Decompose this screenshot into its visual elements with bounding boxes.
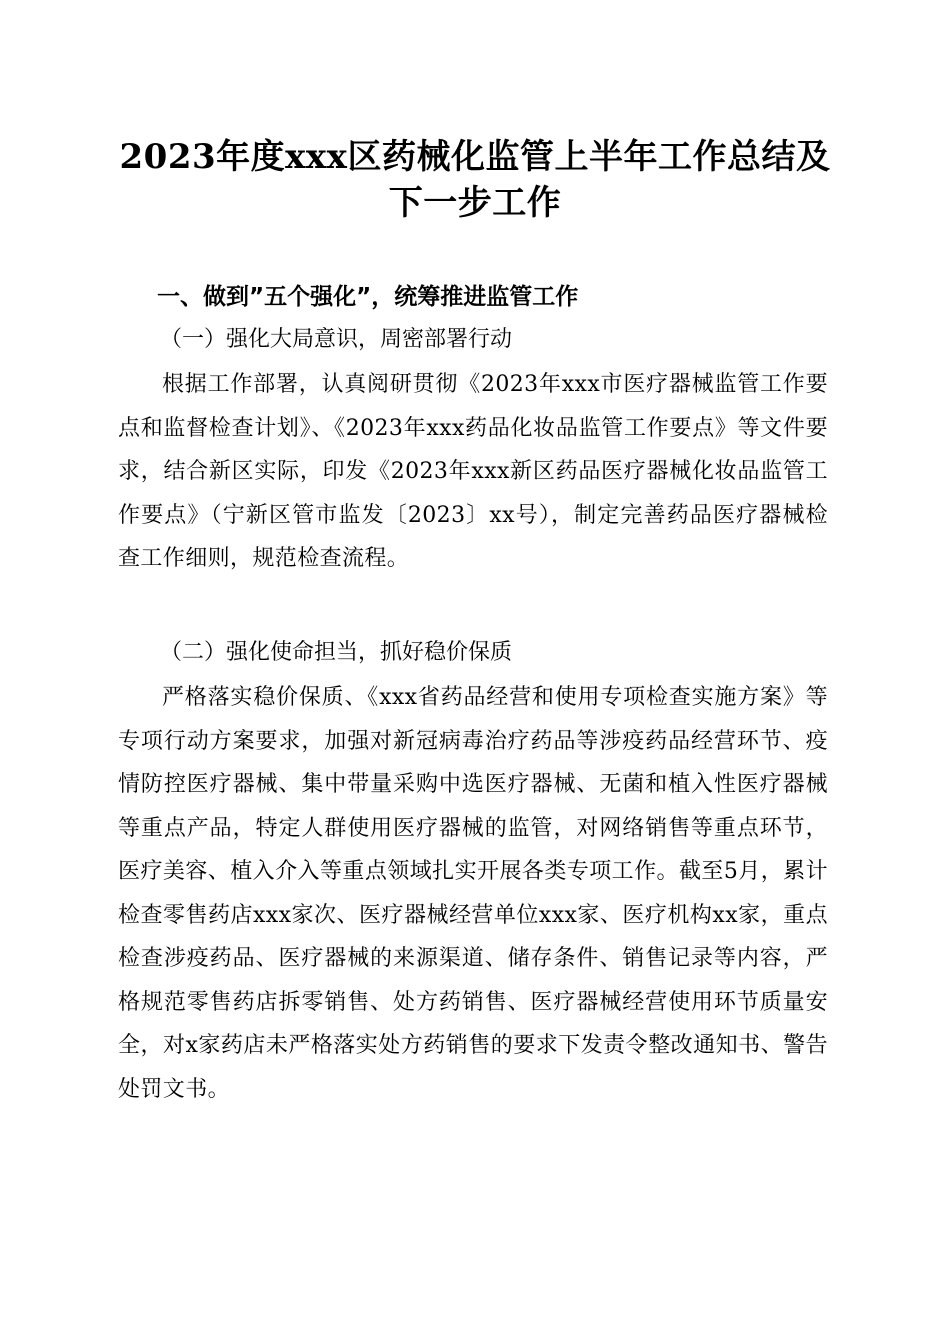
subsection-1-heading: （一）强化大局意识，周密部署行动 bbox=[160, 327, 513, 352]
title-line-2: 下一步工作 bbox=[388, 183, 562, 223]
subsection-2-heading: （二）强化使命担当，抓好稳价保质 bbox=[160, 640, 513, 665]
section-1-heading: 一、做到”五个强化”，统筹推进监管工作 bbox=[157, 284, 579, 310]
subsection-2-paragraph: 严格落实稳价保质、《xxx省药品经营和使用专项检查实施方案》等专项行动方案要求，加强对新冠病毒治疗药品等涉疫药品经营环节、疫情防控医疗器械、集中带量采购中选医疗器械、无菌和植入性医疗器械等重点产品，特定人群使用医疗器械的监管，对网络销售等重点环节，医疗美容、植入介入等重点领域扎实开展各类专项工作。截至5月，累计检查零售药店xxx家次、医疗器械经营单位xxx家、医疗机构xx家，重点检查涉疫药品、医疗器械的来源渠道、储存条件、销售记录等内容，严格规范零售药店拆零销售、处方药销售、医疗器械经营使用环节质量安全，对x家药店未严格落实处方药销售的要求下发责令整改通知书、警告处罚文书。 bbox=[118, 685, 828, 1102]
subsection-1-paragraph: 根据工作部署，认真阅研贯彻《2023年xxx市医疗器械监管工作要点和监督检查计划》、《2023年xxx药品化妆品监管工作要点》等文件要求，结合新区实际，印发《2023年xxx新区药品医疗器械化妆品监管工作要点》（宁新区管市监发〔2023〕xx号），制定完善药品医疗器械检查工作细则，规范检查流程。 bbox=[118, 372, 828, 571]
title-line-1: 2023年度xxx区药械化监管上半年工作总结及 bbox=[119, 137, 831, 177]
document-title bbox=[110, 134, 840, 226]
